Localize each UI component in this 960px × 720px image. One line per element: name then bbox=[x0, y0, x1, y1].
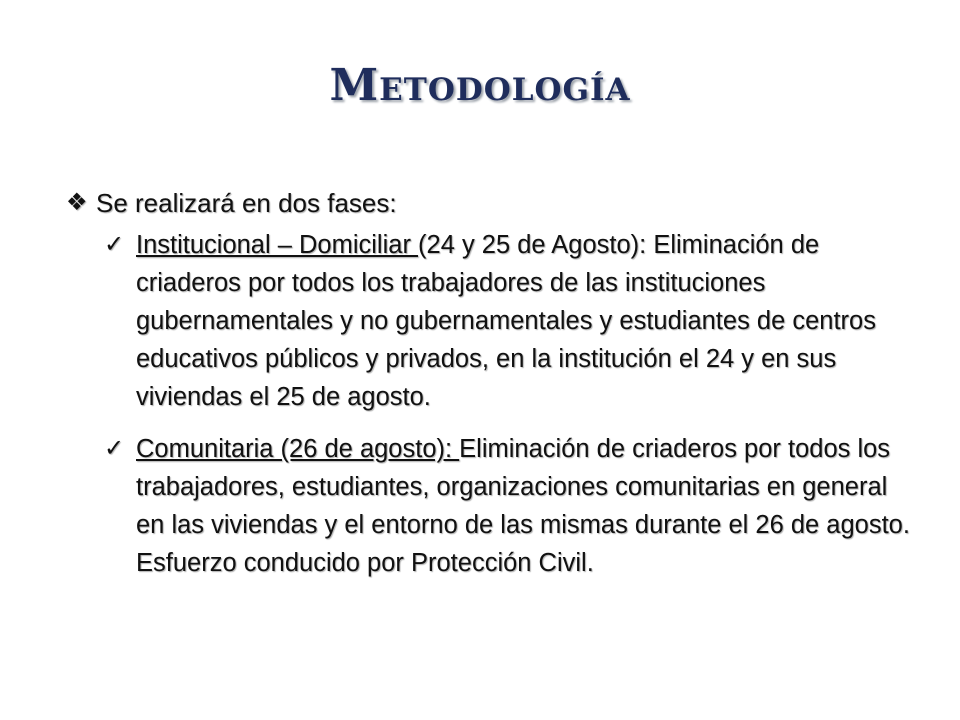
phase-body: (24 y 25 de Agosto): Eliminación de criaderos por todos los trabajadores de las instituciones gubernamentales y no gubernamentales y estudiantes de centros educativos públicos y privados, en la institución el 24 y en sus viviendas el 25 de agosto. bbox=[136, 231, 876, 411]
checkmark-icon: ✓ bbox=[104, 435, 125, 462]
phase-heading: Comunitaria (26 de agosto): bbox=[136, 435, 460, 463]
bullet-intro bbox=[66, 184, 916, 222]
slide-content bbox=[66, 184, 916, 596]
intro-text: Se realizará en dos fases: bbox=[96, 188, 397, 218]
phase-item-institucional bbox=[104, 226, 916, 416]
phase-item-comunitaria bbox=[104, 430, 916, 582]
phase-text bbox=[136, 430, 916, 582]
diamond-bullet-icon: ❖ bbox=[66, 189, 88, 216]
slide-title: Metodología bbox=[329, 60, 631, 111]
phase-heading: Institucional – Domiciliar bbox=[136, 231, 419, 259]
phase-text bbox=[136, 226, 916, 416]
checkmark-icon: ✓ bbox=[104, 231, 125, 258]
phase-body: Eliminación de criaderos por todos los trabajadores, estudiantes, organizaciones comunitarias en general en las viviendas y el entorno de las mismas durante el 26 de agosto. Esfuerzo conducido por Protección Civil. bbox=[136, 435, 910, 577]
